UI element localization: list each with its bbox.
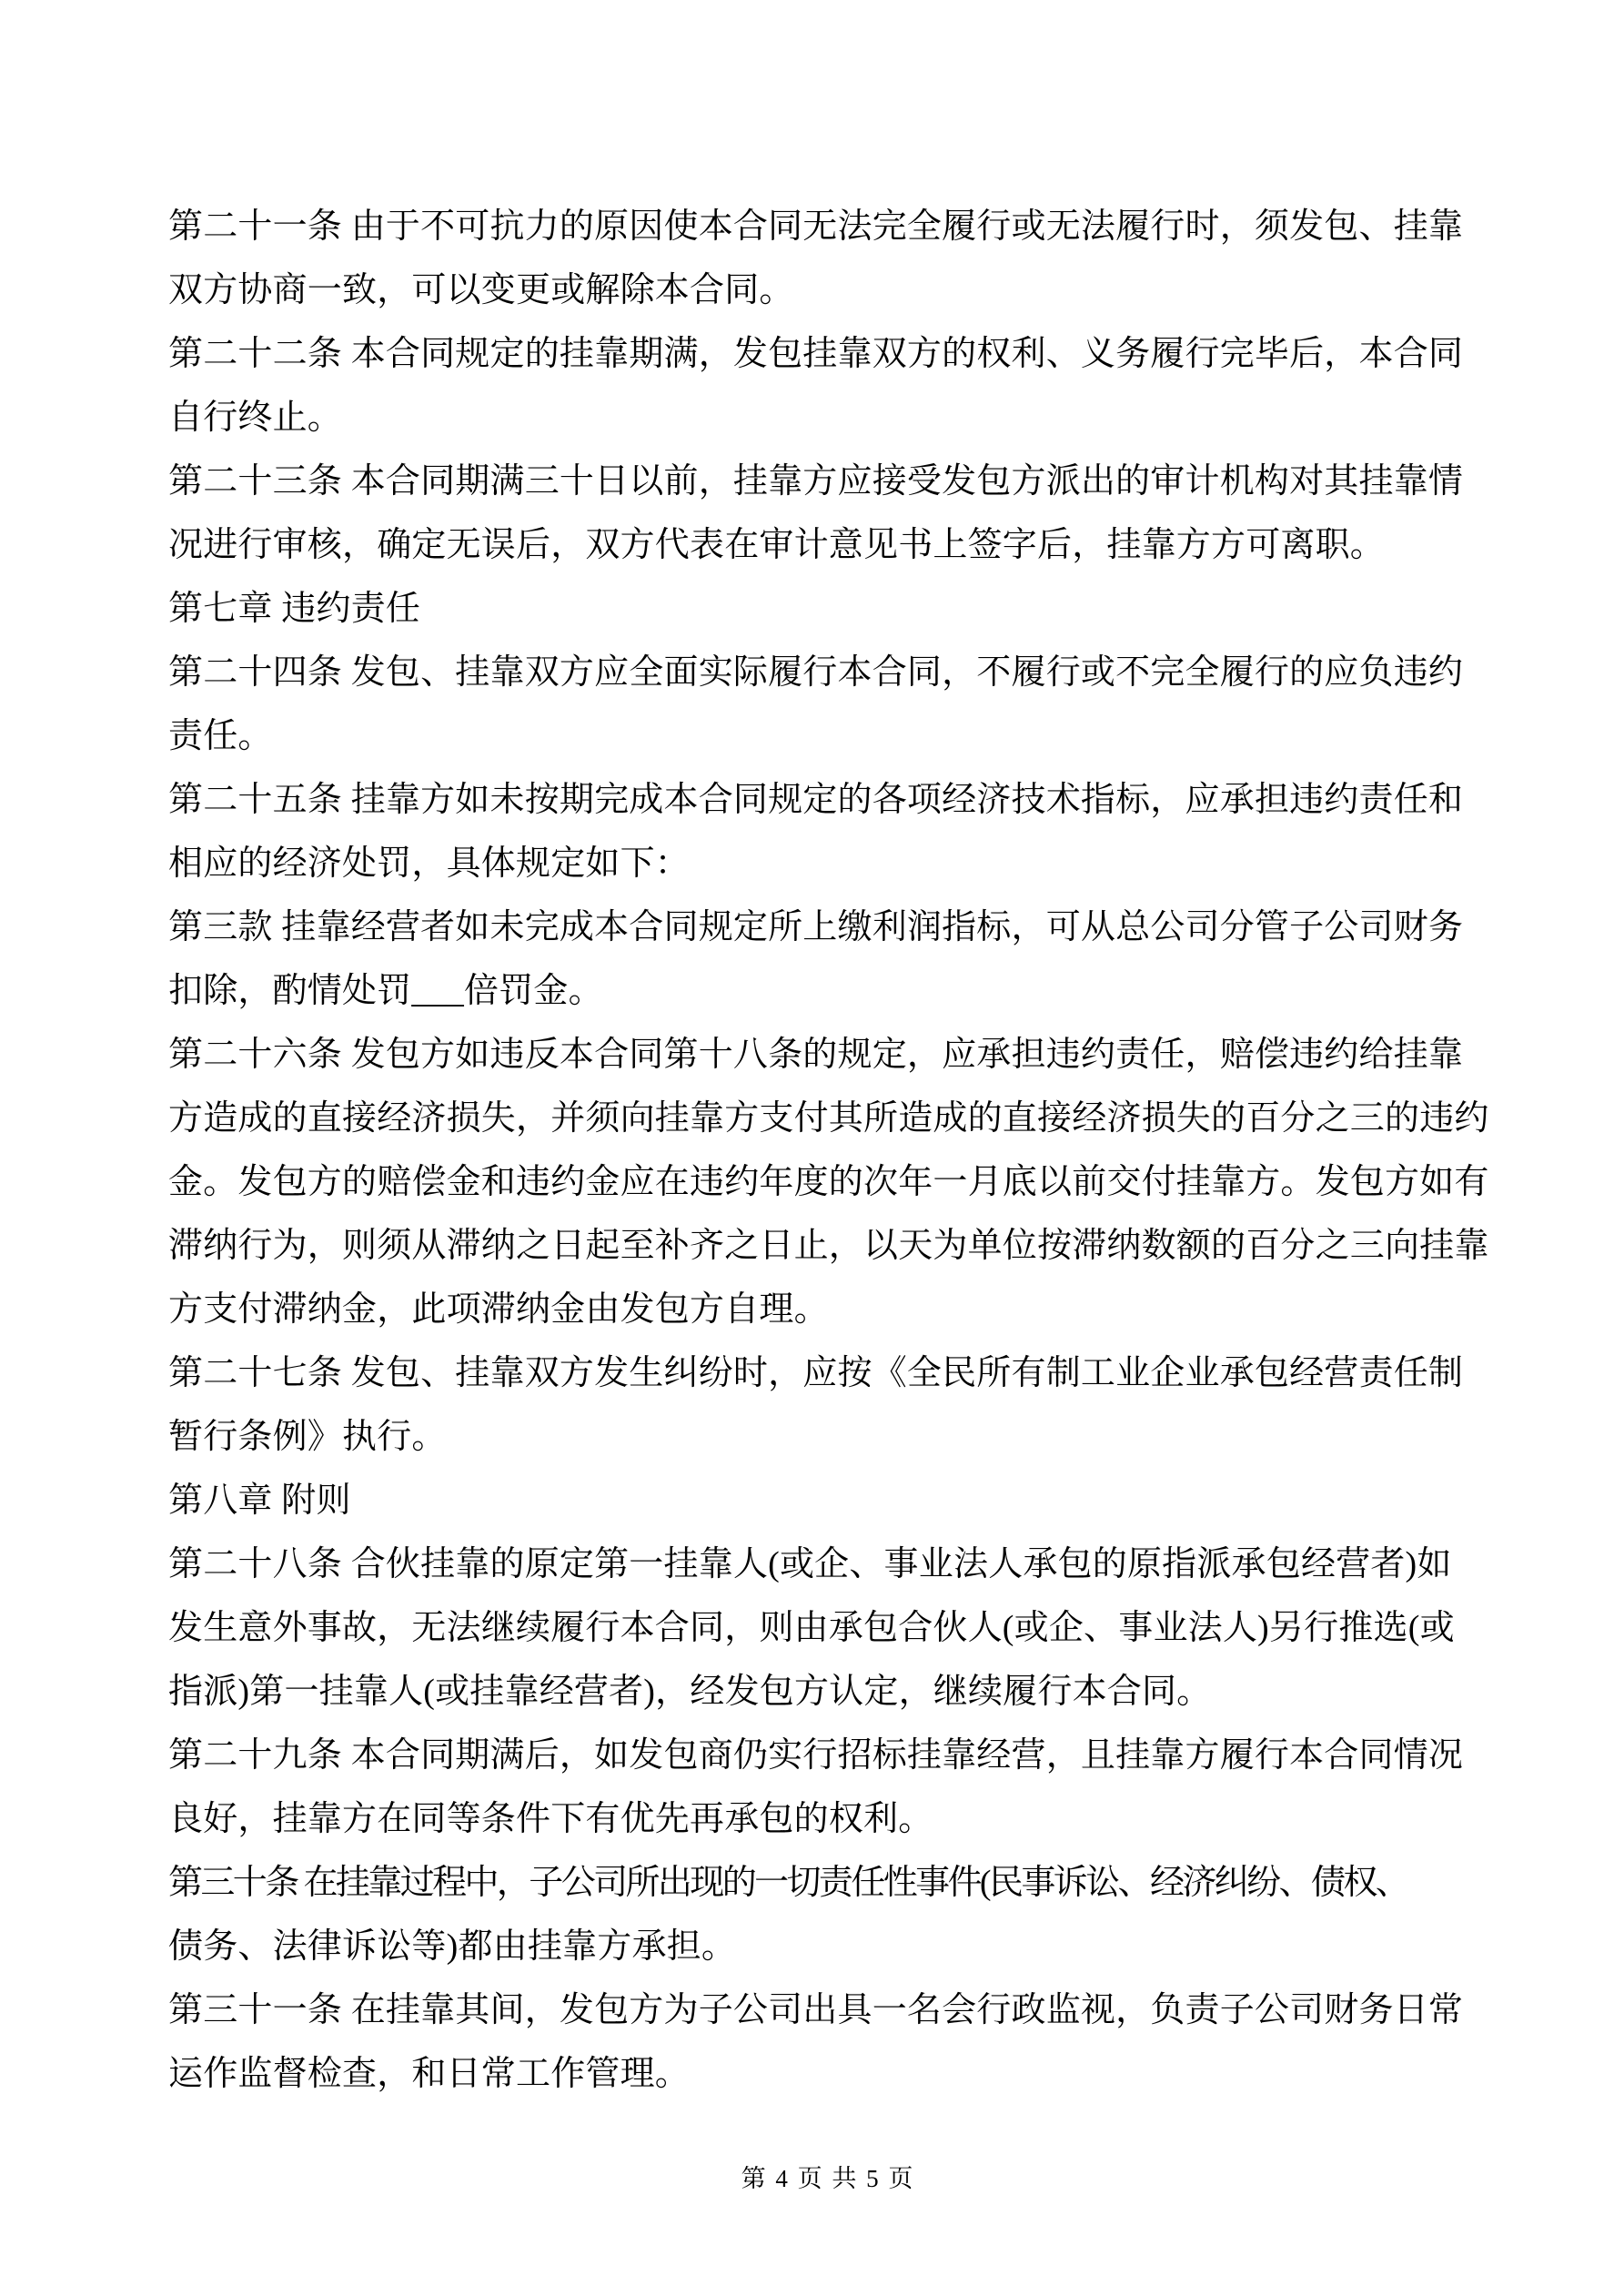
text-line: 第二十二条 本合同规定的挂靠期满，发包挂靠双方的权利、义务履行完毕后，本合同 <box>168 335 1464 373</box>
text-line: 债务、法律诉讼等)都由挂靠方承担。 <box>168 1927 737 1966</box>
text-line: 金。发包方的赔偿金和违约金应在违约年度的次年一月底以前交付挂靠方。发包方如有 <box>168 1163 1489 1201</box>
text-line: 方造成的直接经济损失，并须向挂靠方支付其所造成的直接经济损失的百分之三的违约 <box>168 1099 1489 1138</box>
text-line: 责任。 <box>168 717 273 755</box>
text-line: 况进行审核，确定无误后，双方代表在审计意见书上签字后，挂靠方方可离职。 <box>168 526 1386 564</box>
text-line: 指派)第一挂靠人(或挂靠经营者)，经发包方认定，继续履行本合同。 <box>168 1673 1212 1711</box>
page-number-footer <box>0 2124 1624 2233</box>
text-line: 第七章 违约责任 <box>168 590 421 628</box>
text-line: 第二十六条 发包方如违反本合同第十八条的规定，应承担违约责任，赔偿违约给挂靠 <box>168 1036 1464 1074</box>
text-line: 发生意外事故，无法继续履行本合同，则由承包合伙人(或企、事业法人)另行推选(或 <box>168 1609 1455 1647</box>
text-line: 自行终止。 <box>168 399 343 437</box>
text-line: 第二十三条 本合同期满三十日以前，挂靠方应接受发包方派出的审计机构对其挂靠情 <box>168 462 1464 501</box>
text-line: 第三十一条 在挂靠其间，发包方为子公司出具一名会行政监视，负责子公司财务日常 <box>168 1991 1464 2029</box>
text-line: 第八章 附则 <box>168 1482 351 1520</box>
text-line: 第二十七条 发包、挂靠双方发生纠纷时，应按《全民所有制工业企业承包经营责任制 <box>168 1354 1464 1392</box>
text-line: 第三十条 在挂靠过程中，子公司所出现的一切责任性事件(民事诉讼、经济纠纷、债权、 <box>168 1864 1408 1902</box>
text-line: 良好，挂靠方在同等条件下有优先再承包的权利。 <box>168 1800 933 1838</box>
text-line: 方支付滞纳金，此项滞纳金由发包方自理。 <box>168 1290 829 1329</box>
text-line: 相应的经济处罚，具体规定如下： <box>168 845 691 883</box>
text-line: 第二十四条 发包、挂靠双方应全面实际履行本合同，不履行或不完全履行的应负违约 <box>168 653 1464 692</box>
page-number-text: 第 4 页 共 5 页 <box>741 2165 915 2192</box>
contract-body <box>168 195 1489 2106</box>
text-line: 第二十八条 合伙挂靠的原定第一挂靠人(或企、事业法人承包的原指派承包经营者)如 <box>168 1545 1452 1583</box>
text-line: 第二十五条 挂靠方如未按期完成本合同规定的各项经济技术指标，应承担违约责任和 <box>168 781 1464 819</box>
text-line: 双方协商一致，可以变更或解除本合同。 <box>168 271 794 309</box>
text-line: 运作监督检查，和日常工作管理。 <box>168 2055 691 2093</box>
text-line: 滞纳行为，则须从滞纳之日起至补齐之日止，以天为单位按滞纳数额的百分之三向挂靠 <box>168 1227 1489 1265</box>
text-line: 第二十一条 由于不可抗力的原因使本合同无法完全履行或无法履行时，须发包、挂靠 <box>168 207 1464 246</box>
text-line: 暂行条例》执行。 <box>168 1418 447 1456</box>
text-line: 扣除，酌情处罚___倍罚金。 <box>168 972 603 1010</box>
text-line: 第二十九条 本合同期满后，如发包商仍实行招标挂靠经营，且挂靠方履行本合同情况 <box>168 1736 1464 1775</box>
text-line: 第三款 挂靠经营者如未完成本合同规定所上缴利润指标，可从总公司分管子公司财务 <box>168 908 1464 946</box>
